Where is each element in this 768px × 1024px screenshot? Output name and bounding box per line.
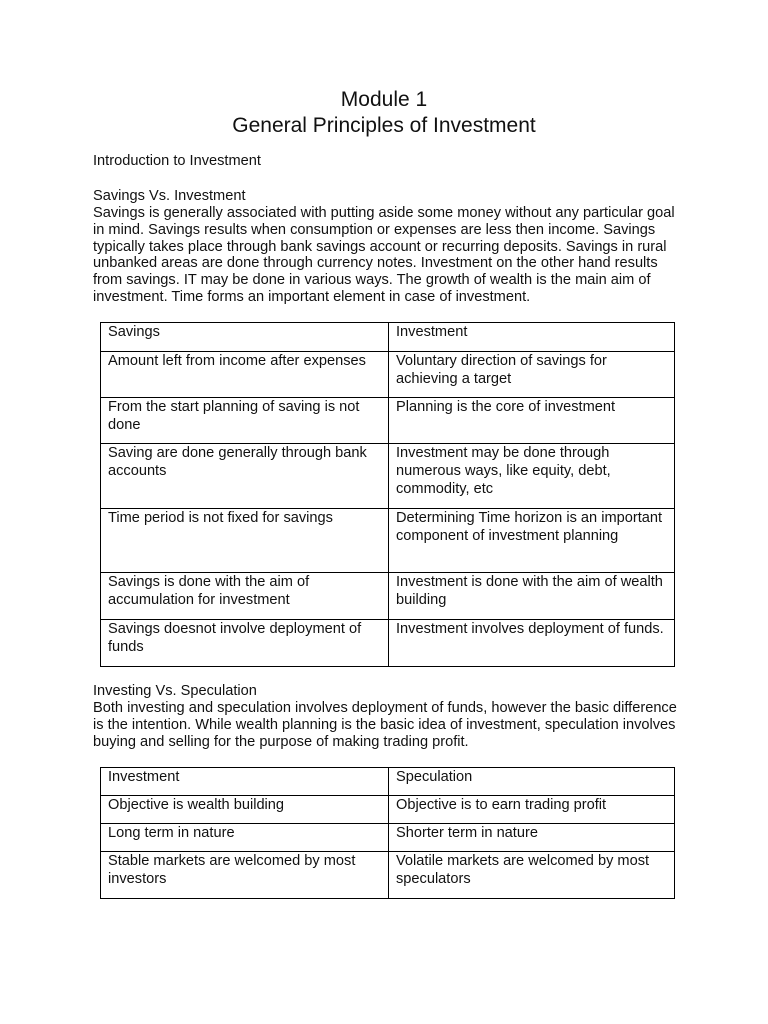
table-header-cell: Investment: [101, 768, 389, 796]
table-row: [101, 509, 675, 573]
savings-vs-investment-heading: Savings Vs. Investment: [93, 188, 246, 204]
table-cell: Shorter term in nature: [389, 824, 675, 852]
table-row: [101, 573, 675, 620]
table-cell: Planning is the core of investment: [389, 398, 675, 444]
table-cell: Voluntary direction of savings for achieving a target: [389, 352, 675, 398]
table-cell: Objective is to earn trading profit: [389, 796, 675, 824]
table-cell: Savings is done with the aim of accumulation for investment: [101, 573, 389, 620]
table-row: [101, 796, 675, 824]
table-cell: Saving are done generally through bank accounts: [101, 444, 389, 509]
table-cell: Time period is not fixed for savings: [101, 509, 389, 573]
table-cell: Investment involves deployment of funds.: [389, 620, 675, 667]
table-row: [101, 444, 675, 509]
module-number: Module 1: [340, 88, 428, 111]
table-row: [101, 352, 675, 398]
table-header-cell: Savings: [101, 323, 389, 352]
table-cell: Stable markets are welcomed by most investors: [101, 852, 389, 899]
table-cell: Long term in nature: [101, 824, 389, 852]
page-title: General Principles of Investment: [232, 114, 536, 137]
table-header-row: [101, 323, 675, 352]
table-cell: Objective is wealth building: [101, 796, 389, 824]
table-header-cell: Investment: [389, 323, 675, 352]
table-header-row: [101, 768, 675, 796]
investing-vs-speculation-paragraph: Both investing and speculation involves deployment of funds, however the basic difference is the intention. While wealth planning is the basic idea of investment, speculation involves buying and selling for the purpose of making trading profit.: [93, 700, 677, 750]
table-row: [101, 852, 675, 899]
table-row: [101, 824, 675, 852]
table-row: [101, 398, 675, 444]
table-cell: Savings doesnot involve deployment of funds: [101, 620, 389, 667]
table-cell: Volatile markets are welcomed by most speculators: [389, 852, 675, 899]
table-header-cell: Speculation: [389, 768, 675, 796]
savings-vs-investment-table: [100, 322, 675, 667]
table-cell: Amount left from income after expenses: [101, 352, 389, 398]
table-cell: Investment is done with the aim of wealth building: [389, 573, 675, 620]
investment-vs-speculation-table: [100, 767, 675, 899]
table-row: [101, 620, 675, 667]
table-cell: Determining Time horizon is an important component of investment planning: [389, 509, 675, 573]
investing-vs-speculation-heading: Investing Vs. Speculation: [93, 683, 257, 699]
table-cell: From the start planning of saving is not done: [101, 398, 389, 444]
savings-vs-investment-paragraph: Savings is generally associated with putting aside some money without any particular goal in mind. Savings results when consumption or expenses are less then income. Savings typically takes place through bank savings account or recurring deposits. Savings in rural unbanked areas are done through currency notes. Investment on the other hand results from savings. IT may be done in various ways. The growth of wealth is the main aim of investment. Time forms an important element in case of investment.: [93, 205, 675, 305]
table-cell: Investment may be done through numerous ways, like equity, debt, commodity, etc: [389, 444, 675, 509]
intro-heading: Introduction to Investment: [93, 153, 261, 169]
